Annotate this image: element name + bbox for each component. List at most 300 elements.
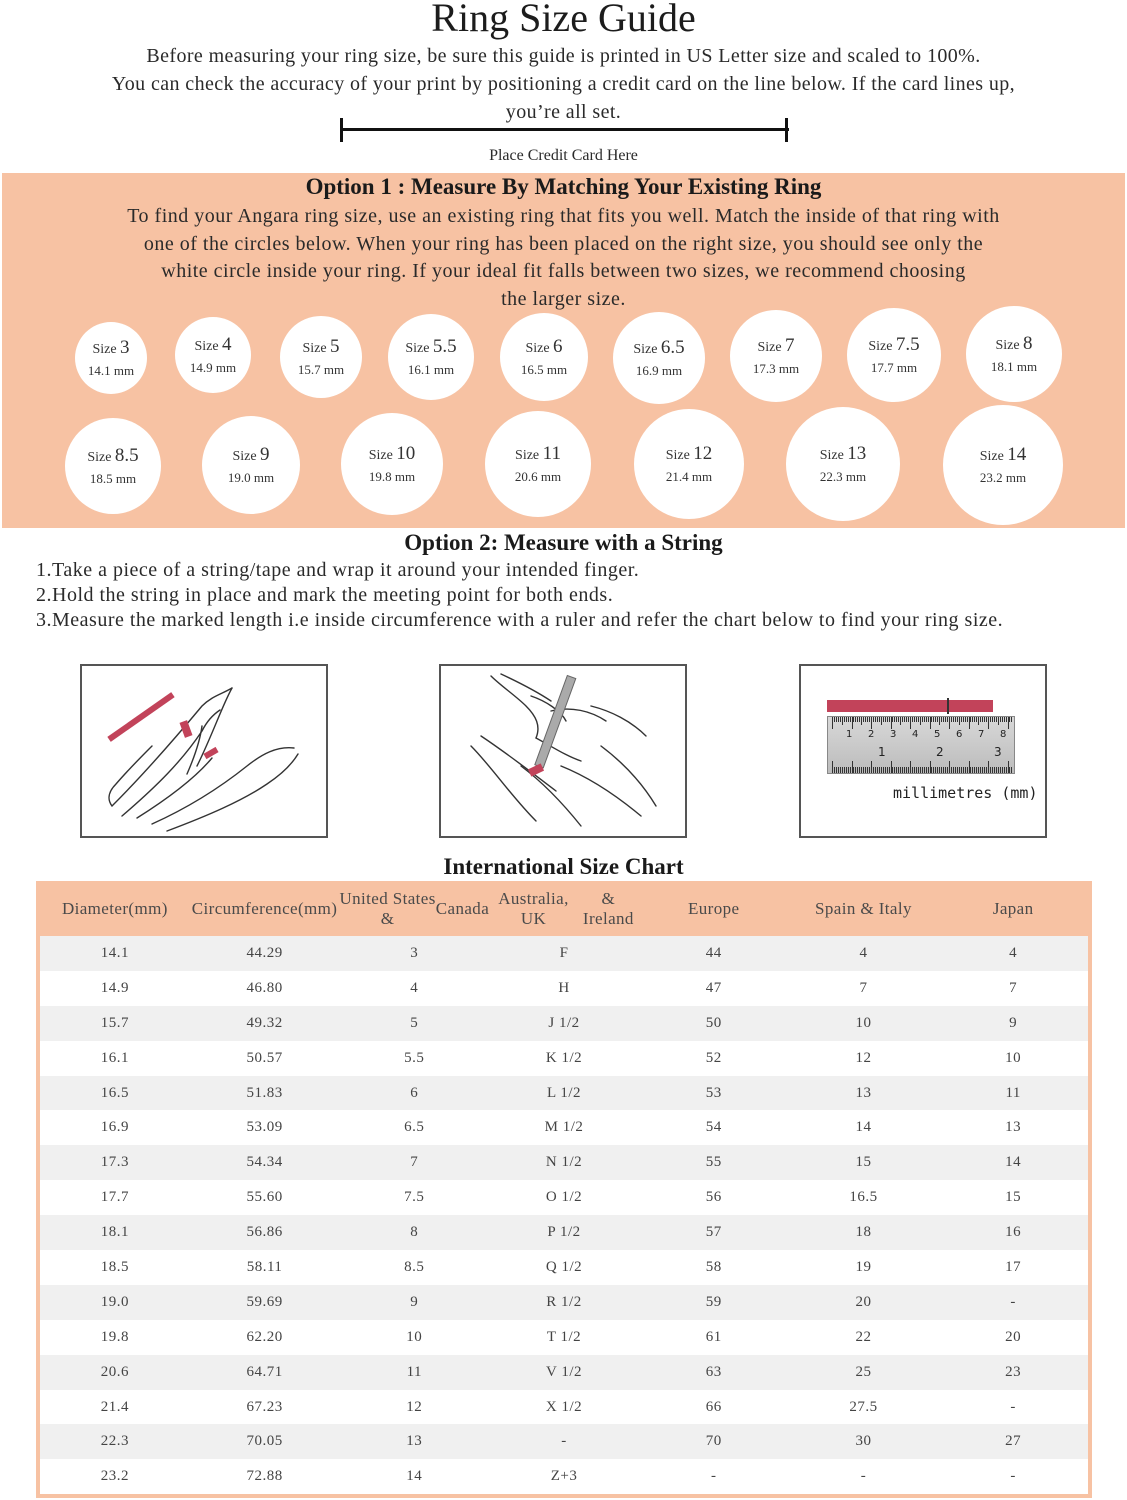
ruler-tick xyxy=(996,767,997,773)
table-cell: K 1/2 xyxy=(545,1049,583,1066)
ruler-tick xyxy=(949,761,950,773)
ruler-tick xyxy=(1000,717,1001,722)
ruler-number: 7 xyxy=(978,729,985,740)
ruler-tick xyxy=(855,767,856,773)
ruler-tick xyxy=(859,767,860,773)
table-row xyxy=(40,1459,1088,1494)
ruler-tick xyxy=(982,767,983,773)
size-circle-label xyxy=(980,444,1027,466)
ruler-label: millimetres (mm) xyxy=(893,784,1038,802)
ruler-tick xyxy=(1009,767,1010,773)
ruler-tick xyxy=(963,717,964,722)
size-number: 7 xyxy=(785,335,795,356)
table-cell: 44 xyxy=(705,944,722,961)
ruler-tick xyxy=(965,767,966,773)
ruler-tick xyxy=(974,717,975,722)
size-word: Size xyxy=(232,449,261,464)
ruler-tick xyxy=(943,767,944,773)
ruler-tick xyxy=(855,717,856,722)
ruler-tick xyxy=(834,717,835,722)
table-cell: 58 xyxy=(705,1258,722,1275)
ruler-tick xyxy=(863,767,864,773)
table-cell: 8.5 xyxy=(404,1258,425,1275)
ruler-tick xyxy=(881,767,882,773)
ruler-tick xyxy=(955,717,956,722)
page-title: Ring Size Guide xyxy=(431,0,696,40)
table-cell: 17.3 xyxy=(100,1154,129,1171)
table-cell: O 1/2 xyxy=(545,1189,583,1206)
ruler-tick xyxy=(910,717,911,729)
hand-string-illustration xyxy=(80,664,328,838)
ruler-tick xyxy=(928,717,929,722)
size-circle-8 xyxy=(966,306,1062,402)
intro-line: you’re all set. xyxy=(505,101,622,123)
table-cell: 11 xyxy=(1005,1084,1021,1101)
table-cell: 70 xyxy=(705,1433,722,1450)
ruler-tick xyxy=(955,767,956,773)
ruler-tick xyxy=(844,767,845,773)
ruler-tick xyxy=(850,717,851,722)
ruler-tick xyxy=(900,767,901,773)
table-cell: 72.88 xyxy=(246,1468,283,1485)
table-cell: 19.8 xyxy=(100,1328,129,1345)
table-cell: 18 xyxy=(855,1224,872,1241)
ruler-tick xyxy=(986,717,987,722)
ruler-tick xyxy=(1006,717,1007,722)
ruler-tick xyxy=(865,767,866,773)
ruler-tick xyxy=(873,717,874,722)
table-header xyxy=(40,881,1088,936)
table-cell: 27.5 xyxy=(849,1398,878,1415)
table-cell: 12 xyxy=(855,1049,872,1066)
table-header-cell xyxy=(190,881,340,936)
size-circle-6-5 xyxy=(613,312,705,404)
table-cell: 14.1 xyxy=(100,944,129,961)
table-cell: 47 xyxy=(705,979,722,996)
ruler-tick xyxy=(857,717,858,722)
ruler-tick xyxy=(842,767,843,773)
table-cell: 58.11 xyxy=(246,1258,283,1275)
size-circle-12 xyxy=(634,409,744,519)
ruler-tick xyxy=(998,767,999,773)
table-cell: 13 xyxy=(406,1433,423,1450)
ruler-number: 1 xyxy=(878,745,886,759)
ruler-tick xyxy=(961,767,962,773)
ruler-tick xyxy=(1006,767,1007,773)
ruler-tick xyxy=(1004,717,1005,722)
ruler-tick xyxy=(957,717,958,722)
size-circle-mm: 15.7 mm xyxy=(297,362,345,377)
table-cell: 15 xyxy=(855,1154,872,1171)
size-circle-mm: 16.9 mm xyxy=(635,363,683,378)
size-circle-label xyxy=(92,337,129,359)
ruler-tick xyxy=(970,717,971,722)
size-circle-5 xyxy=(280,316,362,398)
size-word: Size xyxy=(405,341,433,356)
table-cell: F xyxy=(559,944,569,961)
size-number: 6.5 xyxy=(660,337,685,358)
ruler-tick xyxy=(945,767,946,773)
ruler-tick xyxy=(912,767,913,773)
ruler-ticks xyxy=(828,717,1014,773)
ruler-tick xyxy=(924,717,925,722)
table-cell: 7 xyxy=(410,1154,419,1171)
size-word: Size xyxy=(368,448,397,463)
ruler-tick xyxy=(947,767,948,773)
ruler-tick xyxy=(889,767,890,773)
size-circle-mm: 20.6 mm xyxy=(514,469,562,484)
table-cell: 14 xyxy=(406,1468,423,1485)
ruler-tick xyxy=(838,717,839,722)
ruler-number: 5 xyxy=(934,729,941,740)
size-circle-11 xyxy=(485,411,591,517)
ruler-tick xyxy=(848,767,849,773)
step-item: 3.Measure the marked length i.e inside circumference with a ruler and refer the chart below to find your ring size. xyxy=(36,609,1004,631)
header-line: Australia, UK xyxy=(498,888,569,928)
ruler-tick xyxy=(871,717,872,729)
table-cell: 17.7 xyxy=(100,1189,129,1206)
ruler-tick xyxy=(883,767,884,773)
ruler-tick xyxy=(935,767,936,773)
size-circle-3 xyxy=(75,322,147,394)
size-word: Size xyxy=(302,341,331,356)
ruler-tick xyxy=(871,761,872,773)
ruler-tick xyxy=(916,767,917,773)
ruler-tick xyxy=(910,761,911,773)
size-word: Size xyxy=(979,449,1008,464)
table-cell: N 1/2 xyxy=(545,1154,583,1171)
ruler-tick xyxy=(980,717,981,722)
size-circle-label xyxy=(868,334,919,356)
ruler-tick xyxy=(846,767,847,773)
step-item: 2.Hold the string in place and mark the meeting point for both ends. xyxy=(36,584,614,606)
ruler-tick xyxy=(920,767,921,773)
table-cell: Z+3 xyxy=(550,1468,578,1485)
size-circle-5-5 xyxy=(388,314,474,400)
size-number: 9 xyxy=(260,444,270,465)
ruler-tick xyxy=(846,717,847,722)
table-cell: X 1/2 xyxy=(545,1398,583,1415)
table-cell: J 1/2 xyxy=(548,1014,580,1031)
ruler-tick xyxy=(969,761,970,773)
size-number: 3 xyxy=(120,337,130,358)
ruler-tick xyxy=(930,717,931,729)
table-cell: 10 xyxy=(406,1328,423,1345)
table-cell: 16 xyxy=(1005,1224,1022,1241)
hand-wrap-icon xyxy=(82,666,326,836)
size-word: Size xyxy=(665,448,694,463)
header-line: Diameter xyxy=(61,898,129,918)
ruler-tick xyxy=(994,717,995,722)
ruler-tick xyxy=(953,717,954,722)
table-cell: 23.2 xyxy=(100,1468,129,1485)
ruler-tick xyxy=(926,767,927,773)
table-row xyxy=(40,1285,1088,1320)
table-cell: 25 xyxy=(855,1363,872,1380)
size-circle-label xyxy=(820,443,867,465)
ruler-tick xyxy=(926,717,927,722)
size-circle-label xyxy=(995,333,1032,355)
table-cell: 57 xyxy=(705,1224,722,1241)
table-cell: 63 xyxy=(705,1363,722,1380)
size-circle-6 xyxy=(500,313,588,401)
size-number: 10 xyxy=(396,443,416,464)
size-circle-14 xyxy=(943,405,1063,525)
ruler-tick xyxy=(836,717,837,722)
ruler-tick xyxy=(852,717,853,729)
ruler-tick xyxy=(978,767,979,773)
table-cell: 62.20 xyxy=(246,1328,283,1345)
ruler-tick xyxy=(904,717,905,722)
size-circle-label xyxy=(194,334,231,356)
ruler-tick xyxy=(937,767,938,773)
size-circle-mm: 14.9 mm xyxy=(189,360,237,375)
ruler-tick xyxy=(912,717,913,722)
table-cell: 53 xyxy=(705,1084,722,1101)
header-line: Spain & Italy xyxy=(815,898,912,918)
table-cell: 11 xyxy=(406,1363,423,1380)
table-cell: 4 xyxy=(1009,944,1018,961)
ruler-number: 2 xyxy=(936,745,944,759)
ruler-tick xyxy=(906,717,907,722)
size-circle-8-5 xyxy=(65,418,161,514)
ruler-tick xyxy=(883,717,884,722)
table-cell: 55 xyxy=(705,1154,722,1171)
size-word: Size xyxy=(92,342,121,357)
ruler-tick xyxy=(898,767,899,773)
ruler-tick xyxy=(961,717,962,722)
ruler-tick xyxy=(850,767,851,773)
size-word: Size xyxy=(525,341,554,356)
ruler-tick xyxy=(887,767,888,773)
ruler-tick xyxy=(867,717,868,722)
table-header-cell xyxy=(489,881,639,936)
ruler-tick xyxy=(902,717,903,722)
ruler-tick xyxy=(1008,761,1009,773)
ruler-tick xyxy=(873,767,874,773)
table-cell: 14 xyxy=(855,1119,872,1136)
ruler-tick xyxy=(892,717,893,722)
ruler-tick xyxy=(879,717,880,722)
pen-mark-icon xyxy=(441,666,685,836)
size-circle-4 xyxy=(175,317,251,393)
table-cell: 20 xyxy=(855,1293,872,1310)
header-line: Japan xyxy=(992,898,1034,918)
ruler-tick xyxy=(931,767,932,773)
ruler-tick xyxy=(976,767,977,773)
table-cell: 22 xyxy=(855,1328,872,1345)
table-cell: 51.83 xyxy=(246,1084,283,1101)
ruler-tick xyxy=(990,767,991,773)
table-cell: 6 xyxy=(410,1084,419,1101)
ruler-tick xyxy=(920,717,921,725)
table-row xyxy=(40,971,1088,1006)
table-cell: - xyxy=(1010,1398,1016,1415)
table-row xyxy=(40,936,1088,971)
header-line: United States & xyxy=(339,888,436,928)
ruler-number: 4 xyxy=(912,729,919,740)
size-circle-mm: 18.5 mm xyxy=(89,471,137,486)
table-cell: 14.9 xyxy=(100,979,129,996)
chart-title: International Size Chart xyxy=(443,854,684,879)
table-row xyxy=(40,1006,1088,1041)
table-header-cell xyxy=(40,881,190,936)
table-cell: T 1/2 xyxy=(546,1328,582,1345)
header-line: & Ireland xyxy=(582,888,634,928)
size-circle-mm: 21.4 mm xyxy=(665,469,713,484)
ruler-tick xyxy=(877,717,878,722)
size-number: 13 xyxy=(847,443,867,464)
table-cell: 19 xyxy=(855,1258,872,1275)
table-header-cell xyxy=(938,881,1088,936)
ruler-tick xyxy=(972,767,973,773)
table-cell: 10 xyxy=(1005,1049,1022,1066)
mark-string-illustration xyxy=(439,664,687,838)
ruler-tick xyxy=(967,767,968,773)
table-cell: 15 xyxy=(1005,1189,1022,1206)
size-circle-13 xyxy=(786,407,900,521)
table-cell: 16.1 xyxy=(100,1049,129,1066)
ruler-tick xyxy=(988,717,989,729)
ruler-tick xyxy=(861,717,862,725)
table-cell: 15.7 xyxy=(100,1014,129,1031)
table-row xyxy=(40,1250,1088,1285)
size-circle-9 xyxy=(202,416,300,514)
table-cell: 27 xyxy=(1005,1433,1022,1450)
table-cell: 59 xyxy=(705,1293,722,1310)
table-cell: 21.4 xyxy=(100,1398,129,1415)
table-header-cell xyxy=(789,881,939,936)
ruler-tick xyxy=(879,767,880,773)
size-circle-mm: 18.1 mm xyxy=(990,359,1038,374)
ruler-tick xyxy=(935,717,936,722)
table-cell: 44.29 xyxy=(246,944,283,961)
size-circle-mm: 19.8 mm xyxy=(368,469,416,484)
table-cell: 20.6 xyxy=(100,1363,129,1380)
table-cell: - xyxy=(860,1468,867,1485)
ruler-tick xyxy=(933,717,934,722)
table-cell: 64.71 xyxy=(246,1363,283,1380)
ruler-tick xyxy=(941,717,942,722)
ruler-tick xyxy=(836,767,837,773)
table-cell: 56 xyxy=(705,1189,722,1206)
option2-title: Option 2: Measure with a String xyxy=(404,530,723,555)
ruler-tick xyxy=(949,717,950,729)
ruler-tick xyxy=(986,767,987,773)
credit-card-line-right-tick xyxy=(785,118,788,142)
ruler-tick xyxy=(900,717,901,725)
ruler-tick xyxy=(832,761,833,773)
size-circle-label xyxy=(87,445,138,467)
ruler-tick xyxy=(908,767,909,773)
ruler-tick xyxy=(1002,767,1003,773)
size-number: 5.5 xyxy=(432,336,457,357)
table-cell: 3 xyxy=(410,944,419,961)
table-cell: 54.34 xyxy=(246,1154,283,1171)
table-body xyxy=(40,936,1088,1494)
table-cell: 22.3 xyxy=(100,1433,129,1450)
table-cell: 20 xyxy=(1005,1328,1022,1345)
table-row xyxy=(40,1355,1088,1390)
table-cell: M 1/2 xyxy=(544,1119,584,1136)
size-circle-mm: 19.0 mm xyxy=(227,470,275,485)
ruler-tick xyxy=(982,717,983,722)
size-circle-mm: 14.1 mm xyxy=(87,363,135,378)
size-chart-table xyxy=(36,881,1092,1498)
size-number: 8 xyxy=(1023,333,1033,354)
option1-line: To find your Angara ring size, use an existing ring that fits you well. Match the inside of that ring with xyxy=(127,205,1000,227)
ruler-tick xyxy=(894,717,895,722)
table-cell: 56.86 xyxy=(246,1224,283,1241)
size-circle-label xyxy=(525,336,562,358)
header-line: Circumference xyxy=(191,898,298,918)
ruler-tick xyxy=(939,717,940,725)
table-cell: P 1/2 xyxy=(547,1224,581,1241)
ruler-tick xyxy=(953,767,954,773)
size-circle-label xyxy=(633,337,684,359)
credit-card-line xyxy=(341,128,789,131)
ruler-tick xyxy=(1011,767,1012,773)
ruler-tick xyxy=(918,767,919,773)
size-circle-label xyxy=(757,335,794,357)
table-row xyxy=(40,1215,1088,1250)
option1-description xyxy=(55,203,1072,313)
ruler-tick xyxy=(914,767,915,773)
size-circle-label xyxy=(515,443,561,465)
ruler-tick xyxy=(887,717,888,722)
ruler-tick xyxy=(941,767,942,773)
size-circle-label xyxy=(302,336,339,358)
ruler-tick xyxy=(1000,767,1001,773)
table-cell: 52 xyxy=(705,1049,722,1066)
ruler-tick xyxy=(931,717,932,722)
ruler-tick xyxy=(853,717,854,722)
ruler-tick xyxy=(859,717,860,722)
size-number: 4 xyxy=(222,334,232,355)
table-cell: 67.23 xyxy=(246,1398,283,1415)
ruler-tick xyxy=(998,717,999,725)
ruler-tick xyxy=(996,717,997,722)
table-cell: 12 xyxy=(406,1398,423,1415)
option1-line: one of the circles below. When your ring has been placed on the right size, you should see only the xyxy=(143,232,984,255)
table-cell: 50 xyxy=(705,1014,722,1031)
ruler-tick xyxy=(853,767,854,773)
table-cell: 9 xyxy=(1009,1014,1018,1031)
ruler-tick xyxy=(908,717,909,722)
ruler-illustration xyxy=(799,664,1047,838)
size-circle-mm: 22.3 mm xyxy=(819,469,867,484)
table-cell: 53.09 xyxy=(246,1119,283,1136)
ruler-number: 6 xyxy=(956,729,963,740)
size-word: Size xyxy=(87,450,115,465)
table-cell: 18.1 xyxy=(100,1224,129,1241)
ruler-tick xyxy=(990,717,991,722)
size-number: 11 xyxy=(542,443,561,464)
ruler-tick xyxy=(963,767,964,773)
ruler-tick xyxy=(889,717,890,722)
ruler-tick xyxy=(906,767,907,773)
ruler-tick xyxy=(988,761,989,773)
ruler-tick xyxy=(865,717,866,722)
table-cell: 18.5 xyxy=(100,1258,129,1275)
ruler-number: 3 xyxy=(994,745,1002,759)
ruler-tick xyxy=(881,717,882,725)
ruler-tick xyxy=(922,717,923,722)
ruler-tick xyxy=(1011,717,1012,722)
table-cell: - xyxy=(1010,1293,1016,1310)
ruler-tick xyxy=(933,767,934,773)
ruler-tick xyxy=(959,767,960,773)
